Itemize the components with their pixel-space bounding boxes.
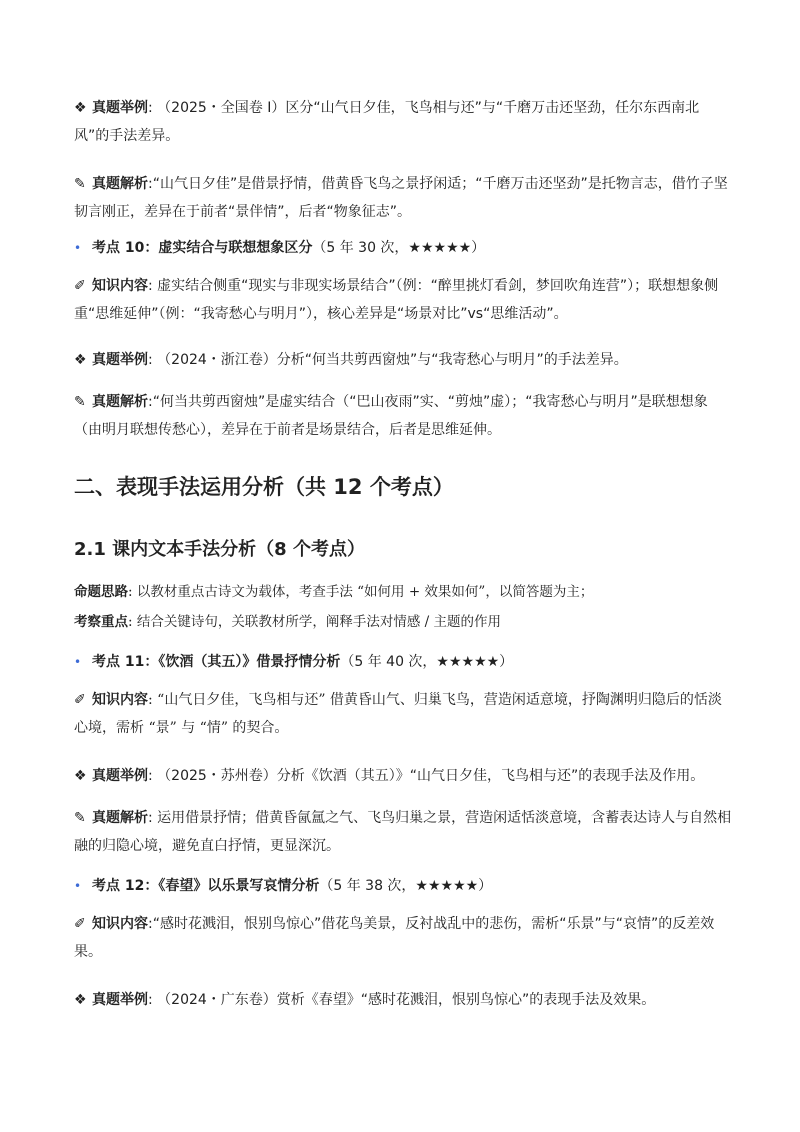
label: 真题解析 bbox=[92, 394, 148, 410]
pencil-icon: ✎ bbox=[74, 810, 86, 826]
content: : 运用借景抒情；借黄昏氤氲之气、飞鸟归巢之景，营造闲适恬淡意境，含蓄表达诗人与自然相融的归隐心境，避免直白抒情，更显深沉。 bbox=[74, 810, 732, 854]
label: 真题解析 bbox=[92, 810, 148, 826]
pencil-icon: ✎ bbox=[74, 176, 86, 192]
label: 知识内容 bbox=[92, 916, 148, 932]
pen-icon: ✐ bbox=[74, 278, 86, 294]
kaodian-title: 考点 11：《饮酒（其五）》借景抒情分析 bbox=[92, 654, 341, 670]
diamond-icon: ❖ bbox=[74, 768, 87, 784]
kaodian-stats: （5 年 30 次，★★★★★） bbox=[312, 240, 486, 256]
exam-analysis-1 bbox=[74, 170, 734, 226]
pencil-icon: ✎ bbox=[74, 394, 86, 410]
label: 命题思路 bbox=[74, 584, 128, 600]
exam-analysis-10 bbox=[74, 388, 734, 444]
content: : （2025・苏州卷）分析《饮酒（其五）》“山气日夕佳，飞鸟相与还”的表现手法及作用。 bbox=[148, 768, 705, 784]
kaodian-stats: （5 年 40 次，★★★★★） bbox=[340, 654, 514, 670]
bullet-dot-icon: • bbox=[74, 879, 82, 893]
content: : 结合关键诗句，关联教材所学，阐释手法对情感 / 主题的作用 bbox=[128, 614, 501, 630]
kaodian-12 bbox=[74, 874, 734, 898]
knowledge-content-12 bbox=[74, 910, 734, 966]
exam-example-12 bbox=[74, 986, 734, 1014]
label: 真题解析 bbox=[92, 176, 148, 192]
pen-icon: ✐ bbox=[74, 692, 86, 708]
bullet-dot-icon: • bbox=[74, 655, 82, 669]
exam-example-1 bbox=[74, 94, 734, 150]
content: : （2025・全国卷 Ⅰ）区分“山气日夕佳，飞鸟相与还”与“千磨万击还坚劲，任尔东西南北风”的手法差异。 bbox=[74, 100, 700, 144]
label: 知识内容 bbox=[92, 692, 148, 708]
label: 知识内容 bbox=[92, 278, 148, 294]
exam-example-10 bbox=[74, 346, 734, 374]
content: : 虚实结合侧重“现实与非现实场景结合”（例：“醉里挑灯看剑，梦回吹角连营”）；联想想象侧重“思维延伸”（例：“我寄愁心与明月”），核心差异是“场景对比”vs“思维活动”。 bbox=[74, 278, 719, 322]
exam-example-11 bbox=[74, 762, 734, 790]
knowledge-content-11 bbox=[74, 686, 734, 742]
kaodian-title: 考点 12：《春望》以乐景写哀情分析 bbox=[92, 878, 320, 894]
pen-icon: ✐ bbox=[74, 916, 86, 932]
diamond-icon: ❖ bbox=[74, 100, 87, 116]
label: 真题举例 bbox=[92, 100, 148, 116]
label: 考察重点 bbox=[74, 614, 128, 630]
content: : （2024・浙江卷）分析“何当共剪西窗烛”与“我寄愁心与明月”的手法差异。 bbox=[148, 352, 628, 368]
kaodian-10 bbox=[74, 236, 734, 260]
kaodian-title: 考点 10：虚实结合与联想想象区分 bbox=[92, 240, 313, 256]
content: : （2024・广东卷）赏析《春望》“感时花溅泪，恨别鸟惊心”的表现手法及效果。 bbox=[148, 992, 656, 1008]
content: : “山气日夕佳，飞鸟相与还” 借黄昏山气、归巢飞鸟，营造闲适意境，抒陶渊明归隐后的恬淡心境，需析 “景” 与 “情” 的契合。 bbox=[74, 692, 722, 736]
diamond-icon: ❖ bbox=[74, 992, 87, 1008]
content: :“山气日夕佳”是借景抒情，借黄昏飞鸟之景抒闲适；“千磨万击还坚劲”是托物言志，借竹子坚韧言刚正，差异在于前者“景伴情”，后者“物象征志”。 bbox=[74, 176, 728, 220]
label: 真题举例 bbox=[92, 992, 148, 1008]
content: :“感时花溅泪，恨别鸟惊心”借花鸟美景，反衬战乱中的悲伤，需析“乐景”与“哀情”的反差效果。 bbox=[74, 916, 715, 960]
kaocha-zhongdian bbox=[74, 610, 734, 634]
bullet-dot-icon: • bbox=[74, 241, 82, 255]
diamond-icon: ❖ bbox=[74, 352, 87, 368]
label: 真题举例 bbox=[92, 352, 148, 368]
exam-analysis-11 bbox=[74, 804, 734, 860]
knowledge-content-10 bbox=[74, 272, 734, 328]
kaodian-stats: （5 年 38 次，★★★★★） bbox=[319, 878, 493, 894]
kaodian-11 bbox=[74, 650, 734, 674]
section-title: 二、表现手法运用分析（共 12 个考点） bbox=[74, 475, 454, 499]
subsection-title: 2.1 课内文本手法分析（8 个考点） bbox=[74, 539, 365, 560]
mingti-silu bbox=[74, 580, 734, 604]
content: :“何当共剪西窗烛”是虚实结合（“巴山夜雨”实、“剪烛”虚）；“我寄愁心与明月”是联想想象（由明月联想传愁心），差异在于前者是场景结合，后者是思维延伸。 bbox=[74, 394, 708, 438]
label: 真题举例 bbox=[92, 768, 148, 784]
content: : 以教材重点古诗文为载体，考查手法 “如何用 + 效果如何”，以简答题为主； bbox=[128, 584, 594, 600]
